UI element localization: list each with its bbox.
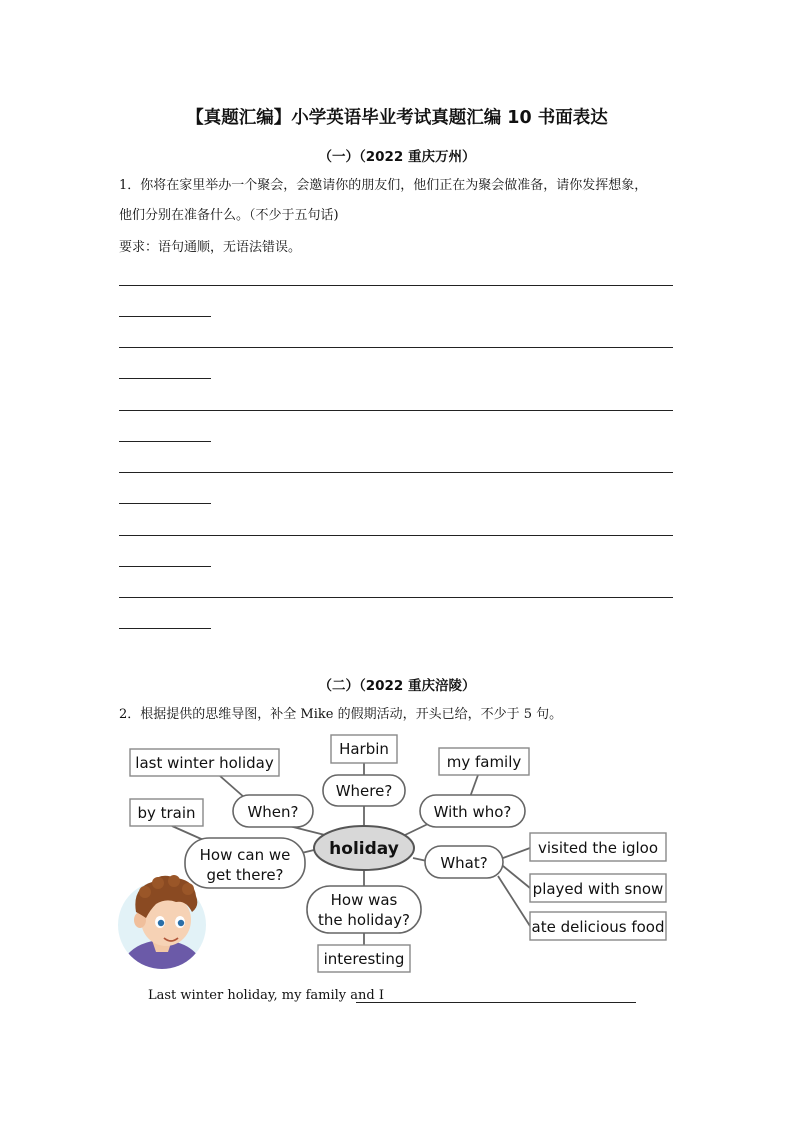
answer-box-when: [130, 749, 279, 776]
bubble-what-text: What?: [440, 854, 488, 872]
answer-box-what-2: [530, 874, 666, 902]
bubble-how-was-line1: How was: [330, 891, 398, 909]
center-node-text: holiday: [329, 839, 399, 859]
answer-what-1-text: visited the igloo: [537, 839, 659, 857]
bubble-how-was-line2: the holiday?: [318, 911, 410, 929]
center-node-holiday: [314, 826, 414, 870]
section2-heading: （二）（2022 重庆涪陵）: [318, 678, 476, 694]
answer-how-text: by train: [137, 804, 196, 822]
bubble-what: [425, 846, 503, 878]
answer-box-what-3: [530, 912, 666, 940]
bubble-who: [420, 795, 525, 827]
answer-how-was-text: interesting: [323, 950, 405, 968]
bubble-where: [323, 775, 405, 806]
answer-when-text: last winter holiday: [135, 754, 274, 772]
closing-writing-line[interactable]: [356, 1002, 636, 1003]
section1-prompt-line2: 他们分别在准备什么。（不少于五句话): [119, 208, 339, 223]
answer-what-3-text: ate delicious food: [531, 918, 665, 936]
answer-what-2-text: played with snow: [532, 880, 664, 898]
bubble-how-line2: get there?: [206, 866, 284, 884]
bubble-how: [185, 838, 305, 888]
bubble-how-line1: How can we: [199, 846, 291, 864]
answer-box-how-was: [318, 945, 410, 972]
closing-sentence-start: Last winter holiday, my family and I: [148, 988, 384, 1003]
bubble-who-text: With who?: [433, 803, 512, 821]
section1-requirement: 要求：语句通顺，无语法错误。: [119, 240, 302, 255]
answer-who-text: my family: [446, 753, 522, 771]
answer-box-how: [130, 799, 203, 826]
bubble-where-text: Where?: [335, 782, 393, 800]
answer-box-where: [331, 735, 397, 763]
answer-box-what-1: [530, 833, 666, 861]
answer-where-text: Harbin: [339, 740, 389, 758]
page-title: 【真题汇编】小学英语毕业考试真题汇编 10 书面表达: [186, 108, 608, 128]
answer-box-who: [439, 748, 529, 775]
boy-avatar-icon: [118, 875, 206, 975]
section1-prompt-line1: 1．你将在家里举办一个聚会，会邀请你的朋友们，他们正在为聚会做准备，请你发挥想象，: [119, 178, 648, 193]
section1-heading: （一）（2022 重庆万州）: [318, 149, 476, 165]
section2-prompt: 2．根据提供的思维导图，补全 Mike 的假期活动，开头已给，不少于 5 句。: [119, 707, 563, 722]
bubble-when: [233, 795, 313, 827]
bubble-how-was: [307, 886, 421, 933]
bubble-when-text: When?: [247, 803, 299, 821]
